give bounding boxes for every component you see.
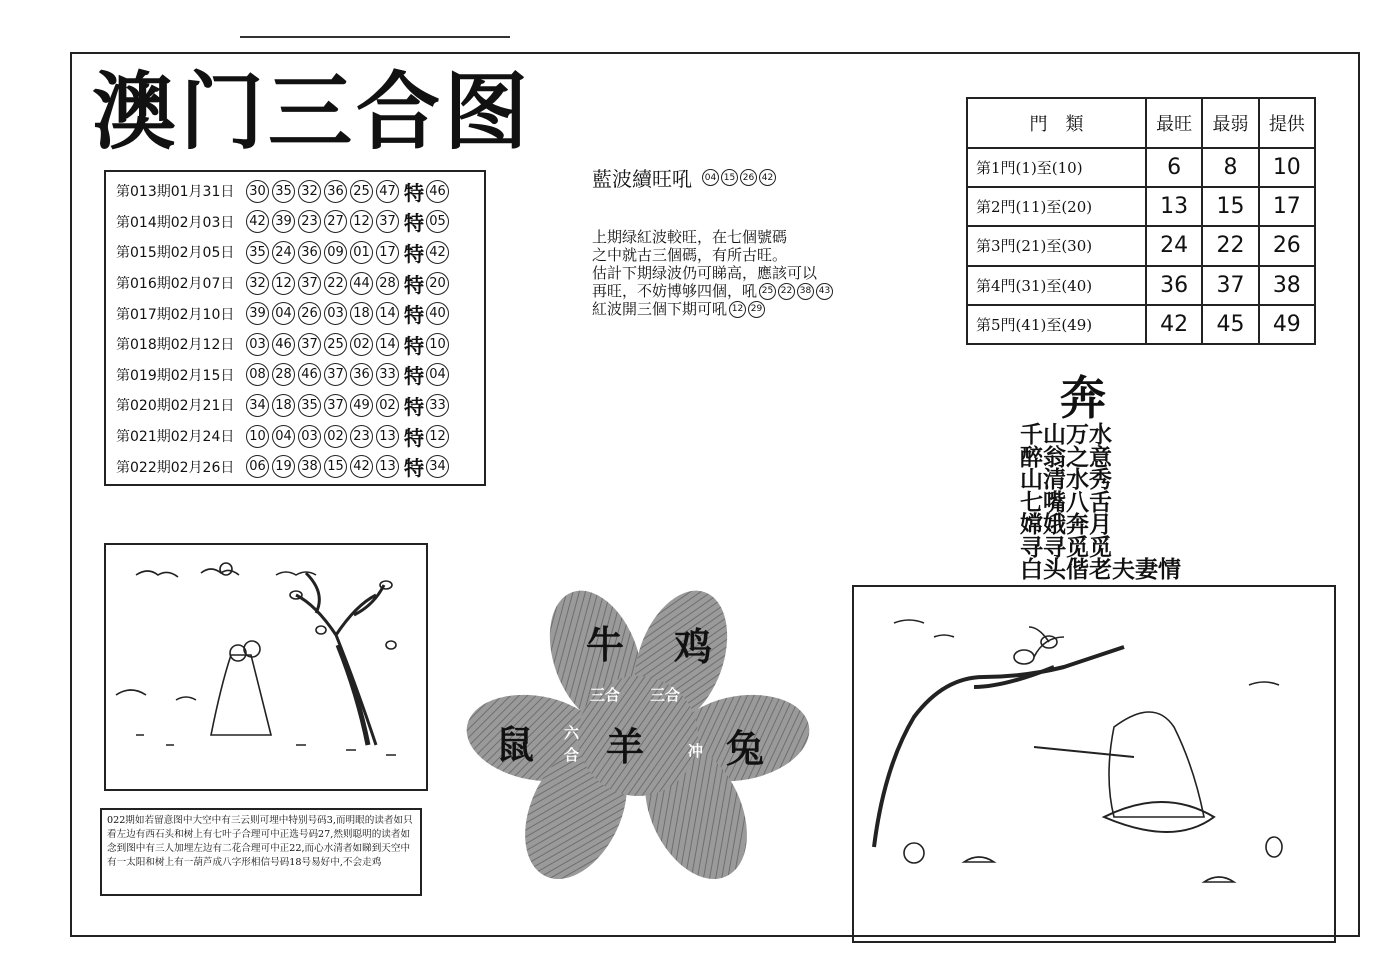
- number-ball: 34: [246, 394, 269, 417]
- issue-date-label: 第018期02月12日: [116, 337, 235, 354]
- issue-date-label: 第013期01月31日: [116, 184, 235, 201]
- zodiac-ox: 牛: [586, 623, 625, 667]
- number-ball: 08: [246, 363, 269, 386]
- number-ball: 04: [272, 302, 295, 325]
- number-ball: 02: [376, 394, 399, 417]
- wave-number-ball: 04: [702, 169, 719, 186]
- number-ball: 19: [272, 455, 295, 478]
- number-ball: 37: [298, 333, 321, 356]
- special-label: 特: [404, 303, 424, 328]
- number-ball: 24: [272, 241, 295, 264]
- special-number-ball: 12: [426, 425, 449, 448]
- number-ball: 25: [350, 180, 373, 203]
- door-min-cell: 8: [1202, 148, 1258, 187]
- number-ball: 03: [324, 302, 347, 325]
- history-row: [116, 176, 484, 207]
- special-number-ball: 04: [426, 363, 449, 386]
- wave-line: [592, 264, 882, 282]
- special-label: 特: [404, 211, 424, 236]
- number-ball: 26: [298, 302, 321, 325]
- wave-line-ball: 38: [797, 283, 814, 300]
- couple-figure: [211, 655, 271, 735]
- number-ball: 15: [324, 455, 347, 478]
- cloud-icon: [136, 571, 178, 577]
- door-offer-cell: 10: [1259, 148, 1315, 187]
- special-label: 特: [404, 333, 424, 358]
- number-ball: 32: [246, 272, 269, 295]
- number-ball: 37: [324, 394, 347, 417]
- special-number-ball: 34: [426, 455, 449, 478]
- door-header-cell: 最旺: [1146, 98, 1202, 148]
- number-ball: 39: [272, 210, 295, 233]
- number-ball: 46: [298, 363, 321, 386]
- door-range-cell: 第2門(11)至(20): [967, 187, 1146, 226]
- issue-date-label: 第015期02月05日: [116, 245, 235, 262]
- door-range-cell: 第5門(41)至(49): [967, 305, 1146, 344]
- issue-date-label: 第020期02月21日: [116, 398, 235, 415]
- issue-date-label: 第019期02月15日: [116, 367, 235, 384]
- number-ball: 12: [272, 272, 295, 295]
- number-ball: 42: [246, 210, 269, 233]
- number-ball: 06: [246, 455, 269, 478]
- issue-date-label: 第017期02月10日: [116, 306, 235, 323]
- door-min-cell: 45: [1202, 305, 1258, 344]
- number-ball: 14: [376, 333, 399, 356]
- door-row: [967, 148, 1315, 187]
- door-min-cell: 37: [1202, 266, 1258, 305]
- number-ball: 30: [246, 180, 269, 203]
- poem-title: 奔: [1060, 371, 1106, 425]
- number-ball: 36: [324, 180, 347, 203]
- special-label: 特: [404, 425, 424, 450]
- door-header-cell: 最弱: [1202, 98, 1258, 148]
- wave-line-text: 之中就古三個碼，有所古旺。: [592, 246, 788, 264]
- couple-tree-picture: [104, 543, 428, 791]
- wave-number-ball: 15: [721, 169, 738, 186]
- number-ball: 28: [272, 363, 295, 386]
- wave-line-text: 上期绿紅波較旺，在七個號碼: [592, 228, 788, 246]
- number-ball: 37: [298, 272, 321, 295]
- issue-date-label: 第014期02月03日: [116, 214, 235, 231]
- door-range-cell: 第3門(21)至(30): [967, 226, 1146, 265]
- old-man-fishing-picture: [852, 585, 1336, 943]
- number-ball: 39: [246, 302, 269, 325]
- zodiac-rat: 鼠: [496, 723, 535, 767]
- door-max-cell: 36: [1146, 266, 1202, 305]
- number-ball: 33: [376, 363, 399, 386]
- poem-line: 白头偕老夫妻情: [1020, 556, 1181, 583]
- door-table: [966, 97, 1316, 345]
- number-ball: 09: [324, 241, 347, 264]
- number-ball: 03: [298, 425, 321, 448]
- door-range-cell: 第1門(1)至(10): [967, 148, 1146, 187]
- number-ball: 47: [376, 180, 399, 203]
- couple-tree-drawing: [106, 545, 426, 789]
- number-ball: 35: [272, 180, 295, 203]
- wave-line-ball: 12: [729, 301, 746, 318]
- liuhe-label: 六合: [564, 724, 580, 764]
- poem-line: 寻寻觅觅: [1020, 533, 1112, 561]
- special-label: 特: [404, 456, 424, 481]
- bird-icon: [894, 620, 1279, 685]
- old-man-drawing: [854, 587, 1334, 941]
- wave-line-ball: 43: [816, 283, 833, 300]
- number-ball: 32: [298, 180, 321, 203]
- number-ball: 22: [324, 272, 347, 295]
- sanhe-right-label: 三合: [650, 686, 681, 704]
- number-ball: 28: [376, 272, 399, 295]
- history-row: [116, 451, 484, 482]
- poem-line: 醉翁之意: [1020, 443, 1112, 471]
- number-ball: 49: [350, 394, 373, 417]
- wave-line-ball: 25: [759, 283, 776, 300]
- number-ball: 04: [272, 425, 295, 448]
- number-ball: 37: [324, 363, 347, 386]
- issue-date-label: 第022期02月26日: [116, 459, 235, 476]
- number-ball: 10: [246, 425, 269, 448]
- number-ball: 36: [298, 241, 321, 264]
- scan-mark: [240, 36, 510, 48]
- special-label: 特: [404, 241, 424, 266]
- sanhe-left-label: 三合: [590, 686, 621, 704]
- door-offer-cell: 17: [1259, 187, 1315, 226]
- door-row: [967, 187, 1315, 226]
- door-header-cell: 門 類: [967, 98, 1146, 148]
- door-max-cell: 13: [1146, 187, 1202, 226]
- number-ball: 23: [350, 425, 373, 448]
- number-ball: 13: [376, 455, 399, 478]
- wave-number-ball: 42: [759, 169, 776, 186]
- wave-line: [592, 228, 882, 246]
- wave-title: [592, 163, 776, 192]
- history-table: [104, 170, 486, 486]
- wave-line-ball: 29: [748, 301, 765, 318]
- number-ball: 02: [350, 333, 373, 356]
- number-ball: 35: [298, 394, 321, 417]
- number-ball: 42: [350, 455, 373, 478]
- history-row: [116, 268, 484, 299]
- door-offer-cell: 38: [1259, 266, 1315, 305]
- poem-line: 嫦娥奔月: [1020, 511, 1112, 538]
- number-ball: 25: [324, 333, 347, 356]
- door-offer-cell: 26: [1259, 226, 1315, 265]
- number-ball: 37: [376, 210, 399, 233]
- wave-line: [592, 246, 882, 264]
- door-row: [967, 305, 1315, 344]
- zodiac-rooster: 鸡: [674, 625, 713, 669]
- door-row: [967, 266, 1315, 305]
- number-ball: 27: [324, 210, 347, 233]
- poem-line: 千山万水: [1020, 421, 1112, 448]
- history-row: [116, 421, 484, 452]
- door-max-cell: 6: [1146, 148, 1202, 187]
- wave-line-text: 再旺，不妨博够四個，吼: [592, 282, 758, 300]
- special-number-ball: 46: [426, 180, 449, 203]
- wave-line: [592, 300, 882, 318]
- door-offer-cell: 49: [1259, 305, 1315, 344]
- special-label: 特: [404, 180, 424, 205]
- gourd-icon: [1266, 837, 1282, 857]
- hint-note: 022期如若留意图中大空中有三云则可埋中特别号码3,而明眼的读者如只看左边有西石头和树上有七叶子合理可中正选号码27,然则聪明的读者如念到图中有三人加埋左边有二花合理可中正22,而心水清者如睇到天空中有一太阳和树上有一葫芦成八字形相信号码18号易好中,不会走鸡: [100, 808, 422, 896]
- number-ball: 18: [350, 302, 373, 325]
- number-ball: 12: [350, 210, 373, 233]
- door-min-cell: 15: [1202, 187, 1258, 226]
- number-ball: 36: [350, 363, 373, 386]
- zodiac-goat: 羊: [606, 725, 645, 769]
- zodiac-rabbit: 兔: [726, 727, 765, 771]
- special-number-ball: 42: [426, 241, 449, 264]
- wave-paragraph: [592, 228, 882, 318]
- wave-number-ball: 26: [740, 169, 757, 186]
- door-header-cell: 提供: [1259, 98, 1315, 148]
- number-ball: 23: [298, 210, 321, 233]
- poem-line: 七嘴八舌: [1020, 488, 1112, 516]
- chong-label: 冲: [688, 742, 704, 760]
- history-row: [116, 237, 484, 268]
- history-row: [116, 390, 484, 421]
- issue-date-label: 第021期02月24日: [116, 429, 235, 446]
- door-header-row: [967, 98, 1315, 148]
- number-ball: 17: [376, 241, 399, 264]
- wave-line-text: 紅波開三個下期可吼: [592, 300, 728, 318]
- history-row: [116, 360, 484, 391]
- door-min-cell: 22: [1202, 226, 1258, 265]
- number-ball: 44: [350, 272, 373, 295]
- poem-lines: [1020, 421, 1181, 583]
- poem-line: 山清水秀: [1020, 466, 1112, 493]
- history-row: [116, 207, 484, 238]
- history-row: [116, 298, 484, 329]
- number-ball: 35: [246, 241, 269, 264]
- special-number-ball: 33: [426, 394, 449, 417]
- door-range-cell: 第4門(31)至(40): [967, 266, 1146, 305]
- number-ball: 18: [272, 394, 295, 417]
- zodiac-flower: [466, 586, 810, 886]
- special-label: 特: [404, 272, 424, 297]
- special-number-ball: 40: [426, 302, 449, 325]
- door-max-cell: 24: [1146, 226, 1202, 265]
- special-number-ball: 05: [426, 210, 449, 233]
- sun-icon: [220, 563, 232, 575]
- wave-line-text: 估計下期绿波仍可睇高，應該可以: [592, 264, 818, 282]
- number-ball: 14: [376, 302, 399, 325]
- special-label: 特: [404, 394, 424, 419]
- special-number-ball: 20: [426, 272, 449, 295]
- cloud-icon: [276, 572, 316, 575]
- ball-icon: [904, 843, 924, 863]
- issue-date-label: 第016期02月07日: [116, 276, 235, 293]
- special-label: 特: [404, 364, 424, 389]
- number-ball: 01: [350, 241, 373, 264]
- history-row: [116, 329, 484, 360]
- door-max-cell: 42: [1146, 305, 1202, 344]
- special-number-ball: 10: [426, 333, 449, 356]
- number-ball: 38: [298, 455, 321, 478]
- number-ball: 02: [324, 425, 347, 448]
- number-ball: 46: [272, 333, 295, 356]
- number-ball: 03: [246, 333, 269, 356]
- wave-line-ball: 22: [778, 283, 795, 300]
- wave-line: [592, 282, 882, 300]
- wave-title-text: 藍波續旺吼: [592, 167, 692, 191]
- page-title: 澳门三合图: [92, 63, 533, 161]
- number-ball: 13: [376, 425, 399, 448]
- door-row: [967, 226, 1315, 265]
